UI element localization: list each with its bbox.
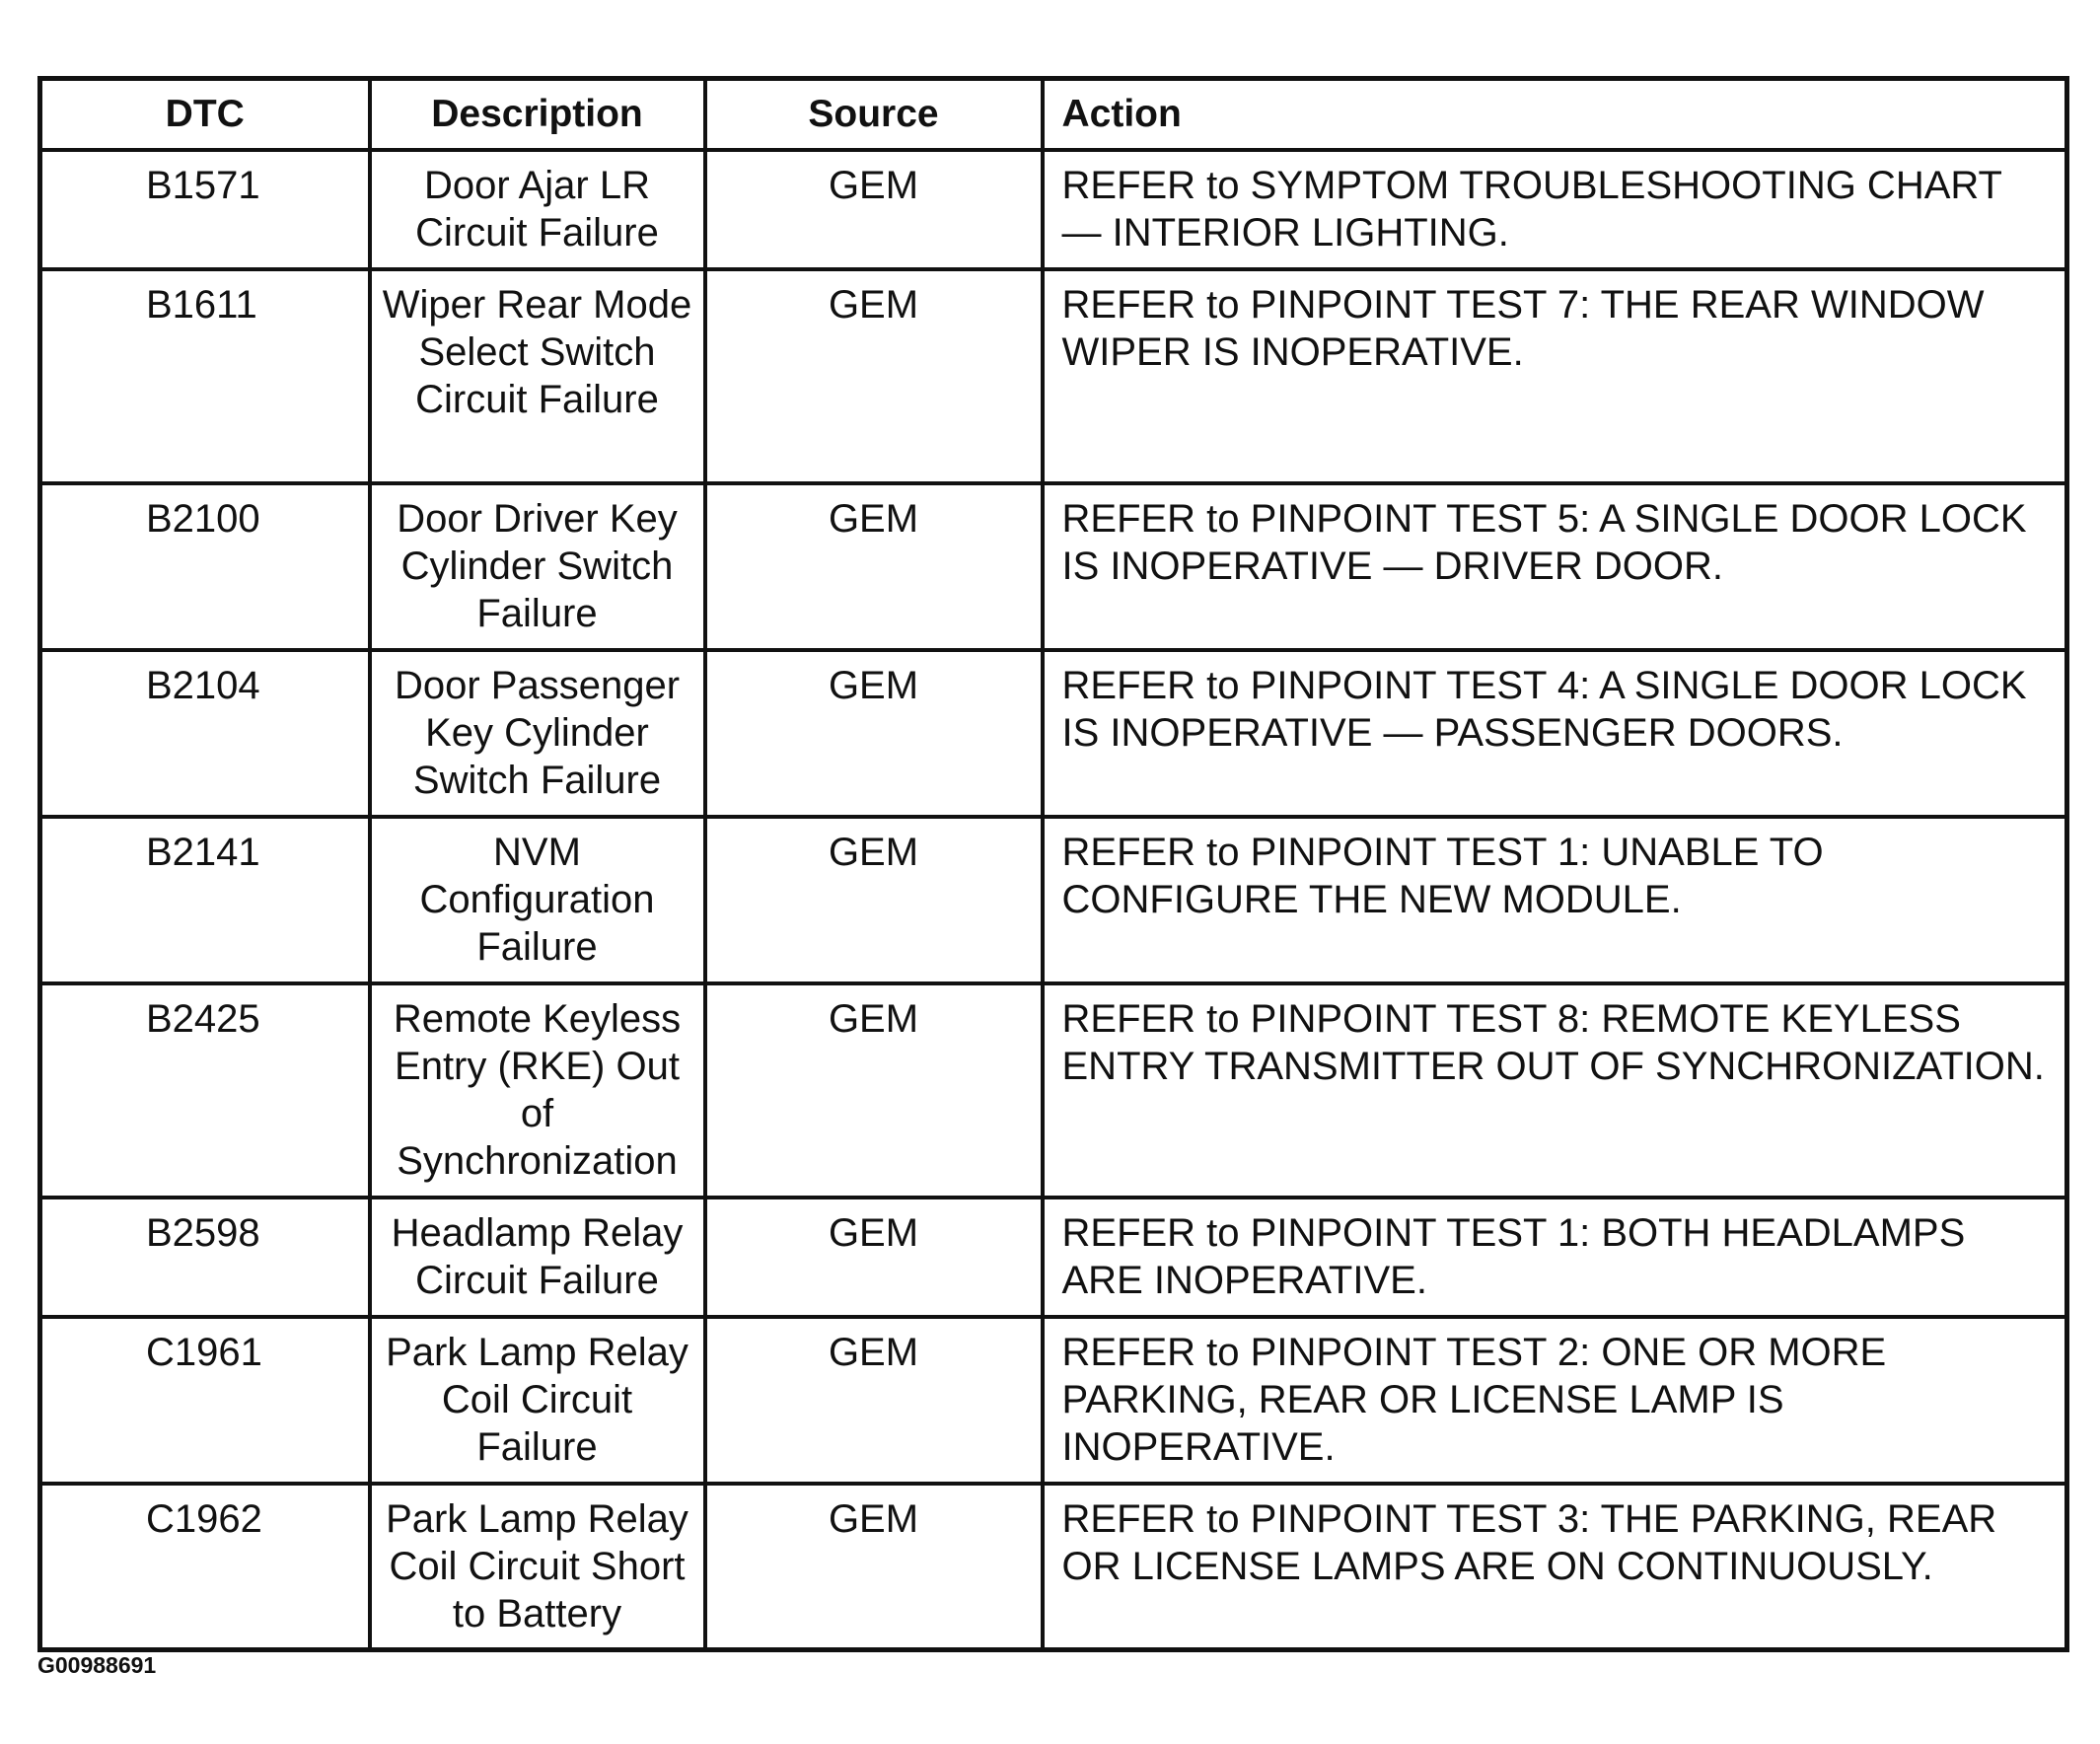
dtc-code: B1611 bbox=[40, 269, 370, 483]
table-row bbox=[40, 983, 2067, 1198]
dtc-description: Door Driver Key Cylinder Switch Failure bbox=[370, 483, 705, 650]
dtc-source: GEM bbox=[705, 150, 1043, 269]
dtc-code: C1962 bbox=[40, 1484, 370, 1650]
dtc-source: GEM bbox=[705, 269, 1043, 483]
header-source: Source bbox=[705, 79, 1043, 151]
table-row bbox=[40, 483, 2067, 650]
table-row bbox=[40, 150, 2067, 269]
dtc-code: C1961 bbox=[40, 1317, 370, 1484]
dtc-action: REFER to PINPOINT TEST 5: A SINGLE DOOR LOCK IS INOPERATIVE — DRIVER DOOR. bbox=[1043, 483, 2067, 650]
dtc-description: Headlamp Relay Circuit Failure bbox=[370, 1198, 705, 1317]
dtc-description: NVM Configuration Failure bbox=[370, 817, 705, 983]
table-row bbox=[40, 650, 2067, 817]
dtc-action: REFER to PINPOINT TEST 4: A SINGLE DOOR LOCK IS INOPERATIVE — PASSENGER DOORS. bbox=[1043, 650, 2067, 817]
dtc-code: B2425 bbox=[40, 983, 370, 1198]
dtc-source: GEM bbox=[705, 983, 1043, 1198]
table-row bbox=[40, 269, 2067, 483]
dtc-description: Door Passenger Key Cylinder Switch Failure bbox=[370, 650, 705, 817]
dtc-source: GEM bbox=[705, 650, 1043, 817]
dtc-code: B2598 bbox=[40, 1198, 370, 1317]
dtc-action: REFER to PINPOINT TEST 3: THE PARKING, REAR OR LICENSE LAMPS ARE ON CONTINUOUSLY. bbox=[1043, 1484, 2067, 1650]
table-row bbox=[40, 817, 2067, 983]
dtc-code: B2104 bbox=[40, 650, 370, 817]
dtc-action: REFER to PINPOINT TEST 2: ONE OR MORE PARKING, REAR OR LICENSE LAMP IS INOPERATIVE. bbox=[1043, 1317, 2067, 1484]
dtc-description: Park Lamp Relay Coil Circuit Failure bbox=[370, 1317, 705, 1484]
table-row bbox=[40, 1317, 2067, 1484]
dtc-description: Remote Keyless Entry (RKE) Out of Synchronization bbox=[370, 983, 705, 1198]
dtc-code: B2100 bbox=[40, 483, 370, 650]
dtc-code: B1571 bbox=[40, 150, 370, 269]
dtc-action: REFER to SYMPTOM TROUBLESHOOTING CHART — INTERIOR LIGHTING. bbox=[1043, 150, 2067, 269]
table-row bbox=[40, 1198, 2067, 1317]
header-action: Action bbox=[1043, 79, 2067, 151]
dtc-source: GEM bbox=[705, 1484, 1043, 1650]
dtc-description: Wiper Rear Mode Select Switch Circuit Failure bbox=[370, 269, 705, 483]
table-header-row bbox=[40, 79, 2067, 151]
dtc-table bbox=[37, 76, 2069, 1652]
dtc-action: REFER to PINPOINT TEST 8: REMOTE KEYLESS ENTRY TRANSMITTER OUT OF SYNCHRONIZATION. bbox=[1043, 983, 2067, 1198]
header-dtc: DTC bbox=[40, 79, 370, 151]
header-description: Description bbox=[370, 79, 705, 151]
dtc-description: Door Ajar LR Circuit Failure bbox=[370, 150, 705, 269]
dtc-source: GEM bbox=[705, 483, 1043, 650]
table-row bbox=[40, 1484, 2067, 1650]
dtc-source: GEM bbox=[705, 1198, 1043, 1317]
dtc-action: REFER to PINPOINT TEST 1: UNABLE TO CONFIGURE THE NEW MODULE. bbox=[1043, 817, 2067, 983]
dtc-code: B2141 bbox=[40, 817, 370, 983]
dtc-description: Park Lamp Relay Coil Circuit Short to Battery bbox=[370, 1484, 705, 1650]
dtc-action: REFER to PINPOINT TEST 7: THE REAR WINDOW WIPER IS INOPERATIVE. bbox=[1043, 269, 2067, 483]
dtc-source: GEM bbox=[705, 1317, 1043, 1484]
dtc-source: GEM bbox=[705, 817, 1043, 983]
dtc-action: REFER to PINPOINT TEST 1: BOTH HEADLAMPS ARE INOPERATIVE. bbox=[1043, 1198, 2067, 1317]
figure-id: G00988691 bbox=[37, 1652, 157, 1678]
